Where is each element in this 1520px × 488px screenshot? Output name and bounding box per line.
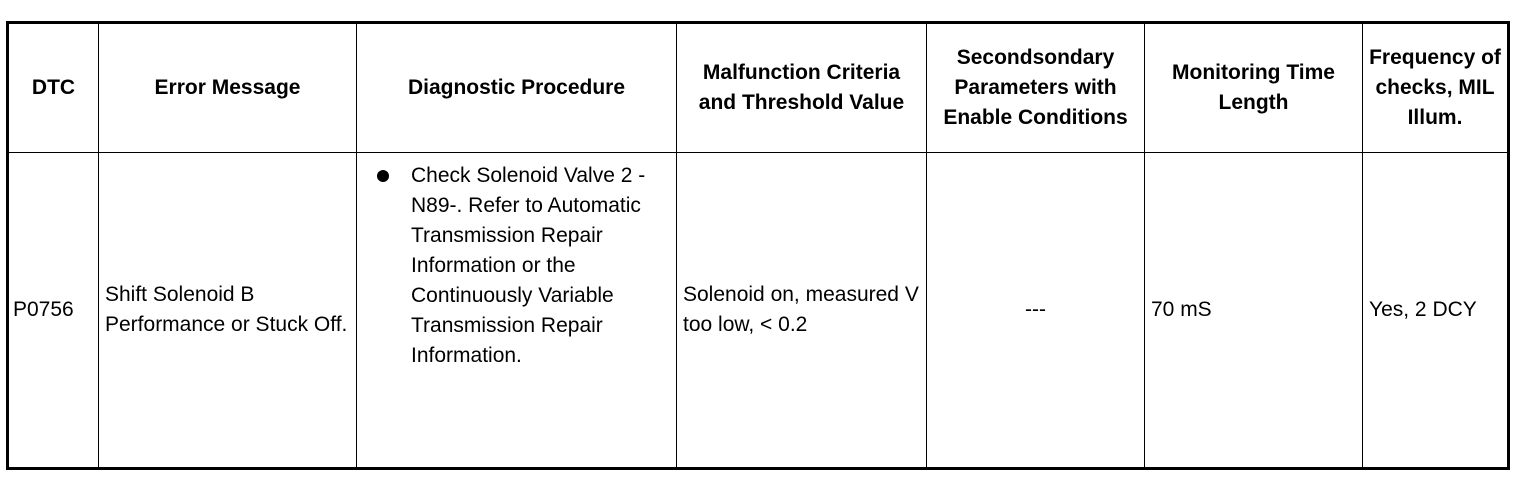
header-monitoring-time: Monitoring Time Length [1145, 23, 1363, 153]
header-malfunction-criteria: Malfunction Criteria and Threshold Value [677, 23, 927, 153]
header-diagnostic-procedure: Diagnostic Procedure [357, 23, 677, 153]
cell-secondary-parameters: --- [927, 153, 1145, 469]
cell-monitoring-time: 70 mS [1145, 153, 1363, 469]
header-secondary-parameters: Secondsondary Parameters with Enable Conditions [927, 23, 1145, 153]
cell-error-message: Shift Solenoid B Performance or Stuck Off. [99, 153, 357, 469]
dtc-table [6, 21, 1510, 470]
cell-diagnostic-procedure [357, 153, 677, 469]
header-dtc: DTC [8, 23, 99, 153]
cell-malfunction-criteria: Solenoid on, measured V too low, < 0.2 [677, 153, 927, 469]
header-row [8, 23, 1509, 153]
cell-dtc: P0756 [8, 153, 99, 469]
header-error-message: Error Message [99, 23, 357, 153]
procedure-list [363, 161, 670, 371]
header-frequency: Frequency of checks, MIL Illum. [1363, 23, 1509, 153]
bullet-icon [377, 170, 389, 182]
procedure-item-text: Check Solenoid Valve 2 -N89-. Refer to Automatic Transmission Repair Information or the Continuously Variable Transmission Repair Information. [411, 164, 646, 367]
table-row [8, 153, 1509, 469]
cell-frequency: Yes, 2 DCY [1363, 153, 1509, 469]
procedure-item [411, 161, 670, 371]
